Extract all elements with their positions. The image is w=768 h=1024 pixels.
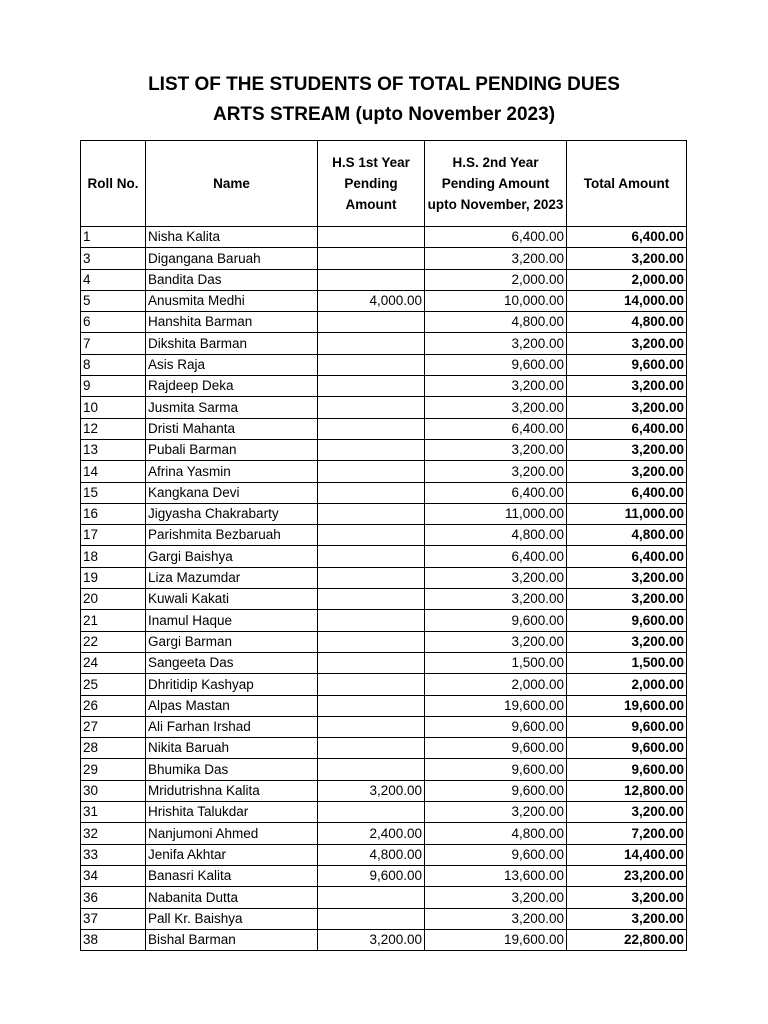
table-row [81,312,687,333]
student-name-cell: Nisha Kalita [146,227,318,248]
table-header-row [81,141,687,227]
student-name-cell: Digangana Baruah [146,248,318,269]
total-amount-cell: 9,600.00 [567,759,687,780]
first-year-pending-cell [318,312,425,333]
roll-no-cell: 33 [81,844,146,865]
student-name-cell: Pall Kr. Baishya [146,908,318,929]
second-year-pending-cell: 3,200.00 [425,631,567,652]
roll-no-cell: 34 [81,865,146,886]
table-row [81,844,687,865]
total-amount-cell: 3,200.00 [567,567,687,588]
first-year-pending-cell [318,354,425,375]
second-year-pending-cell: 19,600.00 [425,929,567,950]
table-row [81,610,687,631]
roll-no-cell: 26 [81,695,146,716]
total-amount-cell: 19,600.00 [567,695,687,716]
table-row [81,418,687,439]
student-name-cell: Anusmita Medhi [146,290,318,311]
table-row [81,780,687,801]
second-year-pending-cell: 4,800.00 [425,525,567,546]
total-amount-cell: 9,600.00 [567,610,687,631]
table-row [81,461,687,482]
student-name-cell: Sangeeta Das [146,652,318,673]
second-year-pending-cell: 3,200.00 [425,887,567,908]
roll-no-cell: 3 [81,248,146,269]
first-year-pending-cell [318,674,425,695]
student-name-cell: Dikshita Barman [146,333,318,354]
total-amount-cell: 1,500.00 [567,652,687,673]
roll-no-cell: 4 [81,269,146,290]
first-year-pending-cell [318,269,425,290]
table-row [81,759,687,780]
second-year-pending-cell: 2,000.00 [425,674,567,695]
roll-no-cell: 38 [81,929,146,950]
roll-no-cell: 5 [81,290,146,311]
roll-no-cell: 10 [81,397,146,418]
total-amount-cell: 3,200.00 [567,439,687,460]
table-row [81,525,687,546]
total-amount-cell: 2,000.00 [567,674,687,695]
second-year-pending-cell: 4,800.00 [425,312,567,333]
total-amount-cell: 22,800.00 [567,929,687,950]
table-row [81,546,687,567]
first-year-pending-cell [318,546,425,567]
student-name-cell: Bandita Das [146,269,318,290]
student-name-cell: Liza Mazumdar [146,567,318,588]
student-name-cell: Dristi Mahanta [146,418,318,439]
student-name-cell: Kangkana Devi [146,482,318,503]
table-row [81,865,687,886]
table-row [81,503,687,524]
first-year-pending-cell [318,376,425,397]
roll-no-cell: 1 [81,227,146,248]
total-amount-cell: 6,400.00 [567,482,687,503]
roll-no-cell: 17 [81,525,146,546]
student-name-cell: Pubali Barman [146,439,318,460]
roll-no-cell: 25 [81,674,146,695]
table-row [81,589,687,610]
second-year-pending-cell: 9,600.00 [425,738,567,759]
student-name-cell: Afrina Yasmin [146,461,318,482]
table-row [81,674,687,695]
first-year-pending-cell: 4,800.00 [318,844,425,865]
student-name-cell: Rajdeep Deka [146,376,318,397]
student-name-cell: Asis Raja [146,354,318,375]
first-year-pending-cell: 4,000.00 [318,290,425,311]
first-year-pending-cell [318,652,425,673]
student-name-cell: Hrishita Talukdar [146,802,318,823]
first-year-pending-cell [318,503,425,524]
table-row [81,482,687,503]
second-year-pending-cell: 9,600.00 [425,716,567,737]
total-amount-cell: 4,800.00 [567,312,687,333]
second-year-pending-cell: 6,400.00 [425,227,567,248]
first-year-pending-cell: 9,600.00 [318,865,425,886]
table-row [81,929,687,950]
second-year-pending-cell: 6,400.00 [425,418,567,439]
second-year-pending-cell: 10,000.00 [425,290,567,311]
table-row [81,738,687,759]
roll-no-cell: 6 [81,312,146,333]
roll-no-cell: 36 [81,887,146,908]
second-year-pending-cell: 13,600.00 [425,865,567,886]
roll-no-cell: 15 [81,482,146,503]
student-name-cell: Nanjumoni Ahmed [146,823,318,844]
total-amount-cell: 3,200.00 [567,376,687,397]
student-name-cell: Mridutrishna Kalita [146,780,318,801]
total-amount-cell: 3,200.00 [567,631,687,652]
first-year-pending-cell [318,567,425,588]
roll-no-cell: 28 [81,738,146,759]
first-year-pending-cell [318,227,425,248]
table-row [81,716,687,737]
student-name-cell: Inamul Haque [146,610,318,631]
table-row [81,887,687,908]
student-name-cell: Jusmita Sarma [146,397,318,418]
roll-no-cell: 16 [81,503,146,524]
second-year-pending-cell: 9,600.00 [425,759,567,780]
student-name-cell: Banasri Kalita [146,865,318,886]
roll-no-cell: 30 [81,780,146,801]
first-year-pending-cell [318,759,425,780]
table-row [81,823,687,844]
first-year-pending-cell [318,397,425,418]
total-amount-cell: 3,200.00 [567,887,687,908]
total-amount-cell: 9,600.00 [567,716,687,737]
table-row [81,354,687,375]
roll-no-cell: 31 [81,802,146,823]
header-total-amount: Total Amount [567,141,687,227]
header-second-year-pending: H.S. 2nd Year Pending Amount upto November, 2023 [425,141,567,227]
table-row [81,269,687,290]
first-year-pending-cell [318,525,425,546]
second-year-pending-cell: 3,200.00 [425,439,567,460]
first-year-pending-cell [318,482,425,503]
student-name-cell: Kuwali Kakati [146,589,318,610]
roll-no-cell: 7 [81,333,146,354]
student-name-cell: Jenifa Akhtar [146,844,318,865]
first-year-pending-cell [318,908,425,929]
roll-no-cell: 37 [81,908,146,929]
roll-no-cell: 29 [81,759,146,780]
total-amount-cell: 6,400.00 [567,227,687,248]
first-year-pending-cell [318,887,425,908]
table-row [81,376,687,397]
second-year-pending-cell: 3,200.00 [425,802,567,823]
second-year-pending-cell: 9,600.00 [425,780,567,801]
student-name-cell: Nikita Baruah [146,738,318,759]
total-amount-cell: 14,400.00 [567,844,687,865]
pending-dues-table [80,140,687,951]
student-name-cell: Gargi Baishya [146,546,318,567]
first-year-pending-cell [318,589,425,610]
roll-no-cell: 22 [81,631,146,652]
total-amount-cell: 3,200.00 [567,589,687,610]
second-year-pending-cell: 3,200.00 [425,589,567,610]
table-row [81,908,687,929]
first-year-pending-cell [318,716,425,737]
roll-no-cell: 27 [81,716,146,737]
second-year-pending-cell: 3,200.00 [425,376,567,397]
roll-no-cell: 8 [81,354,146,375]
roll-no-cell: 9 [81,376,146,397]
roll-no-cell: 24 [81,652,146,673]
second-year-pending-cell: 3,200.00 [425,397,567,418]
total-amount-cell: 23,200.00 [567,865,687,886]
table-row [81,695,687,716]
first-year-pending-cell [318,738,425,759]
second-year-pending-cell: 9,600.00 [425,844,567,865]
first-year-pending-cell [318,418,425,439]
total-amount-cell: 9,600.00 [567,354,687,375]
roll-no-cell: 12 [81,418,146,439]
table-row [81,631,687,652]
first-year-pending-cell [318,461,425,482]
total-amount-cell: 3,200.00 [567,333,687,354]
table-row [81,333,687,354]
roll-no-cell: 19 [81,567,146,588]
second-year-pending-cell: 1,500.00 [425,652,567,673]
student-name-cell: Ali Farhan Irshad [146,716,318,737]
table-row [81,248,687,269]
total-amount-cell: 3,200.00 [567,802,687,823]
total-amount-cell: 14,000.00 [567,290,687,311]
table-row [81,567,687,588]
first-year-pending-cell: 2,400.00 [318,823,425,844]
student-name-cell: Nabanita Dutta [146,887,318,908]
total-amount-cell: 3,200.00 [567,248,687,269]
second-year-pending-cell: 3,200.00 [425,461,567,482]
second-year-pending-cell: 11,000.00 [425,503,567,524]
student-name-cell: Bishal Barman [146,929,318,950]
total-amount-cell: 6,400.00 [567,546,687,567]
total-amount-cell: 4,800.00 [567,525,687,546]
header-first-year-pending: H.S 1st Year Pending Amount [318,141,425,227]
second-year-pending-cell: 2,000.00 [425,269,567,290]
total-amount-cell: 7,200.00 [567,823,687,844]
second-year-pending-cell: 3,200.00 [425,908,567,929]
title-line-2: ARTS STREAM (upto November 2023) [212,104,556,125]
first-year-pending-cell [318,802,425,823]
first-year-pending-cell [318,610,425,631]
second-year-pending-cell: 4,800.00 [425,823,567,844]
total-amount-cell: 2,000.00 [567,269,687,290]
roll-no-cell: 21 [81,610,146,631]
total-amount-cell: 6,400.00 [567,418,687,439]
roll-no-cell: 32 [81,823,146,844]
total-amount-cell: 3,200.00 [567,908,687,929]
roll-no-cell: 18 [81,546,146,567]
total-amount-cell: 3,200.00 [567,397,687,418]
table-row [81,227,687,248]
header-name: Name [146,141,318,227]
roll-no-cell: 13 [81,439,146,460]
student-name-cell: Gargi Barman [146,631,318,652]
first-year-pending-cell [318,439,425,460]
student-name-cell: Bhumika Das [146,759,318,780]
header-roll-no: Roll No. [81,141,146,227]
second-year-pending-cell: 3,200.00 [425,333,567,354]
total-amount-cell: 11,000.00 [567,503,687,524]
table-row [81,652,687,673]
table-row [81,802,687,823]
second-year-pending-cell: 3,200.00 [425,248,567,269]
student-name-cell: Hanshita Barman [146,312,318,333]
second-year-pending-cell: 3,200.00 [425,567,567,588]
second-year-pending-cell: 19,600.00 [425,695,567,716]
first-year-pending-cell: 3,200.00 [318,780,425,801]
total-amount-cell: 9,600.00 [567,738,687,759]
student-name-cell: Jigyasha Chakrabarty [146,503,318,524]
table-body [81,227,687,951]
first-year-pending-cell [318,695,425,716]
second-year-pending-cell: 6,400.00 [425,546,567,567]
table-row [81,397,687,418]
second-year-pending-cell: 9,600.00 [425,354,567,375]
first-year-pending-cell [318,333,425,354]
title-line-1: LIST OF THE STUDENTS OF TOTAL PENDING DUES [148,74,620,95]
student-name-cell: Alpas Mastan [146,695,318,716]
second-year-pending-cell: 9,600.00 [425,610,567,631]
roll-no-cell: 20 [81,589,146,610]
roll-no-cell: 14 [81,461,146,482]
student-name-cell: Parishmita Bezbaruah [146,525,318,546]
total-amount-cell: 3,200.00 [567,461,687,482]
first-year-pending-cell [318,248,425,269]
student-name-cell: Dhritidip Kashyap [146,674,318,695]
table-row [81,290,687,311]
document-title [0,70,768,130]
first-year-pending-cell [318,631,425,652]
total-amount-cell: 12,800.00 [567,780,687,801]
second-year-pending-cell: 6,400.00 [425,482,567,503]
table-row [81,439,687,460]
first-year-pending-cell: 3,200.00 [318,929,425,950]
